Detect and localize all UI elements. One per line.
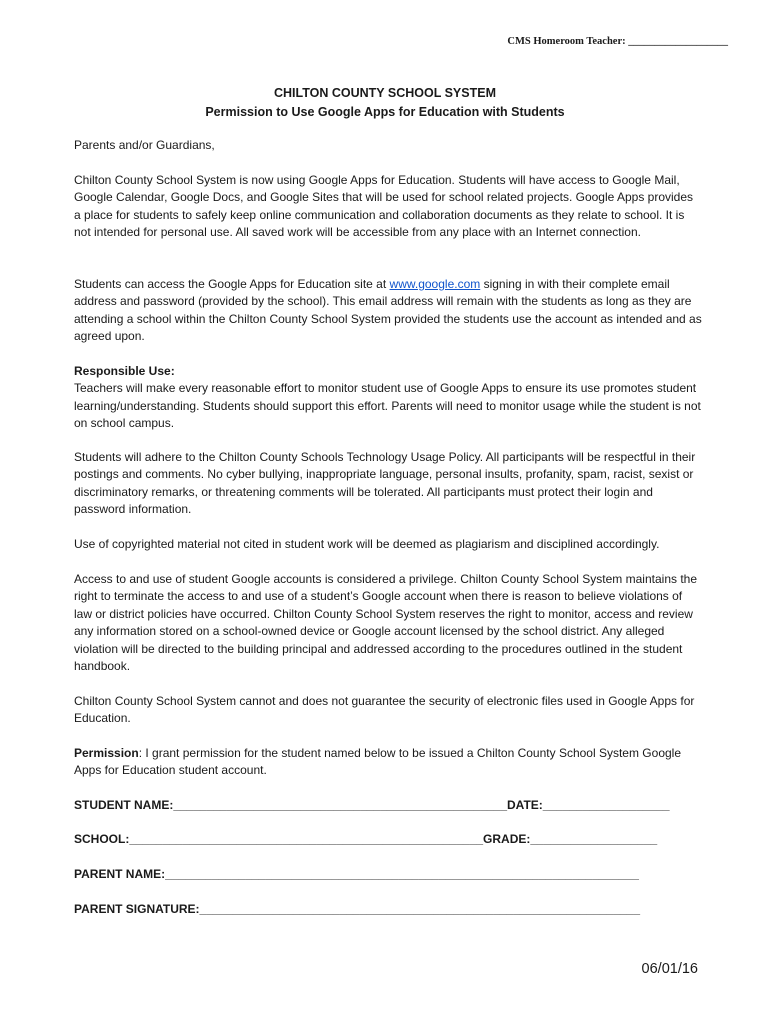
security-paragraph: Chilton County School System cannot and does not guarantee the security of electronic files used in Google Apps for Education. xyxy=(74,694,695,726)
google-link[interactable]: www.google.com xyxy=(389,277,481,291)
school-system-title: CHILTON COUNTY SCHOOL SYSTEM xyxy=(273,86,496,100)
responsible-use-section xyxy=(74,363,702,433)
policy-paragraph: Students will adhere to the Chilton County Schools Technology Usage Policy. All participants will be respectful in their postings and comments. No cyber bullying, inappropriate language, personal insults, profanity, spam, racist, sexist or discriminatory remarks, or threatening comments will be tolerated. All participants must protect their login and password information. xyxy=(74,450,696,517)
intro-paragraph: Chilton County School System is now using Google Apps for Education. Students will have access to Google Mail, Google Calendar, Google Docs, and Google Sites that will be used for school related projects. Google Apps provides a place for students to safely keep online communication and collaboration documents as they relate to school. It is not intended for personal use. All saved work will be accessible from any place with an Internet connection. xyxy=(74,173,694,240)
school-grade-field[interactable]: SCHOOL:_____________________________________________________GRADE:___________________ xyxy=(74,832,658,846)
permission-paragraph: Permission: I grant permission for the student named below to be issued a Chilton County School System Google Apps for Education student account. xyxy=(74,746,681,778)
access-paragraph: Students can access the Google Apps for Education site at www.google.com signing in with their complete email address and password (provided by the school). This email address will remain with the students as long as they are attending a school within the Chilton County School System provided the students use the account as intended and as agreed upon. xyxy=(74,277,702,344)
student-name-date-field[interactable]: STUDENT NAME:__________________________________________________DATE:___________________ xyxy=(74,798,670,812)
responsible-use-heading: Responsible Use: xyxy=(74,364,175,378)
privilege-paragraph: Access to and use of student Google accounts is considered a privilege. Chilton County School System maintains the right to terminate the access to and use of a student’s Google account when there is reason to believe violations of law or district policies have occurred. Chilton County School System reserves the right to monitor, access and review any information stored on a school-owned device or Google account licensed by the school district. Any alleged violation will be directed to the building principal and addressed according to the procedures outlined in the student handbook. xyxy=(74,572,698,674)
salutation: Parents and/or Guardians, xyxy=(74,138,215,152)
responsible-use-paragraph: Teachers will make every reasonable effort to monitor student use of Google Apps to ensure its use promotes student learning/understanding. Students should support this effort. Parents will need to monitor usage while the student is not on school campus. xyxy=(74,381,701,431)
parent-signature-field[interactable]: PARENT SIGNATURE:__________________________________________________________________ xyxy=(74,902,641,916)
footer-date: 06/01/16 xyxy=(641,961,698,977)
document-title-block xyxy=(0,84,770,122)
permission-title: Permission to Use Google Apps for Education with Students xyxy=(205,105,565,119)
homeroom-teacher-line: CMS Homeroom Teacher: ___________________ xyxy=(507,36,728,47)
copyright-paragraph: Use of copyrighted material not cited in student work will be deemed as plagiarism and disciplined accordingly. xyxy=(74,537,660,551)
permission-label: Permission xyxy=(74,746,139,760)
parent-name-field[interactable]: PARENT NAME:_______________________________________________________________________ xyxy=(74,867,639,881)
